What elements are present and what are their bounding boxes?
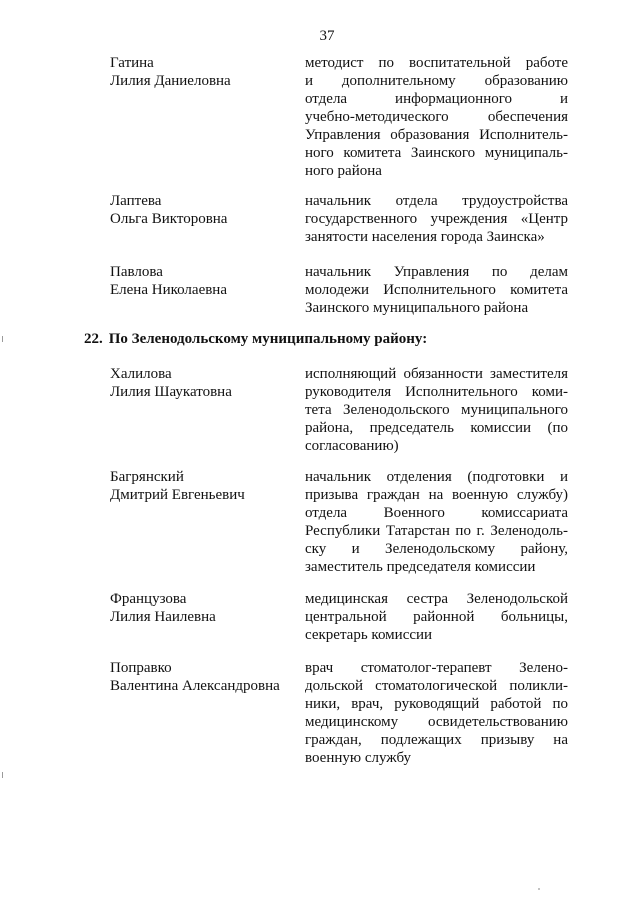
member-name (110, 365, 290, 401)
member-position (305, 192, 568, 246)
scan-artifact (2, 772, 3, 778)
position-line: граждан, подлежащих призыву на (305, 732, 568, 748)
member-surname: Багрянский (110, 469, 184, 485)
member-surname: Лаптева (110, 193, 162, 209)
position-line: ного комитета Заинского муниципаль- (305, 145, 568, 161)
member-name (110, 54, 290, 90)
position-line: медицинская сестра Зеленодольской (305, 591, 568, 607)
position-line: государственного учреждения «Центр (305, 211, 568, 227)
member-position (305, 468, 568, 576)
member-surname: Гатина (110, 55, 154, 71)
position-line: района, председатель комиссии (по (305, 420, 568, 436)
member-name (110, 263, 290, 299)
position-line: и дополнительному образованию (305, 73, 568, 89)
member-name (110, 659, 290, 695)
page-number: 37 (319, 28, 335, 44)
member-position (305, 54, 568, 180)
member-given-names: Лилия Шаукатовна (110, 384, 232, 400)
member-name (110, 468, 290, 504)
member-given-names: Елена Николаевна (110, 282, 227, 298)
position-line: тета Зеленодольского муниципального (305, 402, 568, 418)
position-line: начальник отделения (подготовки и (305, 469, 568, 485)
scan-artifact (2, 336, 3, 342)
position-line: медицинскому освидетельствованию (305, 714, 568, 730)
member-given-names: Дмитрий Евгеньевич (110, 487, 245, 503)
position-line: центральной районной больницы, (305, 609, 568, 625)
member-surname: Французова (110, 591, 187, 607)
scan-artifact (538, 888, 540, 890)
position-line: ники, врач, руководящий работой по (305, 696, 568, 712)
position-line: начальник отдела трудоустройства (305, 193, 568, 209)
position-line: секретарь комиссии (305, 627, 433, 643)
position-line: исполняющий обязанности заместителя (305, 366, 568, 382)
member-surname: Павлова (110, 264, 163, 280)
position-line: врач стоматолог-терапевт Зелено- (305, 660, 568, 676)
member-given-names: Ольга Викторовна (110, 211, 228, 227)
position-line: согласованию) (305, 438, 399, 454)
position-line: Республики Татарстан по г. Зеленодоль- (305, 523, 568, 539)
position-line: ного района (305, 163, 382, 179)
member-position (305, 590, 568, 644)
section-number: 22. (84, 331, 103, 347)
member-position (305, 365, 568, 455)
member-name (110, 192, 290, 228)
member-surname: Поправко (110, 660, 172, 676)
section-heading (84, 331, 427, 348)
position-line: военную службу (305, 750, 412, 766)
position-line: Заинского муниципального района (305, 300, 529, 316)
position-line: отдела информационного и (305, 91, 568, 107)
member-given-names: Валентина Александровна (110, 678, 280, 694)
member-name (110, 590, 290, 626)
position-line: молодежи Исполнительного комитета (305, 282, 568, 298)
position-line: отдела Военного комиссариата (305, 505, 568, 521)
position-line: Управления образования Исполнитель- (305, 127, 568, 143)
member-surname: Халилова (110, 366, 172, 382)
position-line: методист по воспитательной работе (305, 55, 568, 71)
member-given-names: Лилия Наилевна (110, 609, 216, 625)
position-line: руководителя Исполнительного коми- (305, 384, 568, 400)
position-line: дольской стоматологической поликли- (305, 678, 568, 694)
position-line: заместитель председателя комиссии (305, 559, 536, 575)
position-line: призыва граждан на военную службу) (305, 487, 568, 503)
section-title: По Зеленодольскому муниципальному району: (108, 331, 428, 347)
member-given-names: Лилия Даниеловна (110, 73, 231, 89)
position-line: ску и Зеленодольскому району, (305, 541, 568, 557)
position-line: учебно-методического обеспечения (305, 109, 568, 125)
member-position (305, 263, 568, 317)
position-line: занятости населения города Заинска» (305, 229, 545, 245)
member-position (305, 659, 568, 767)
position-line: начальник Управления по делам (305, 264, 568, 280)
